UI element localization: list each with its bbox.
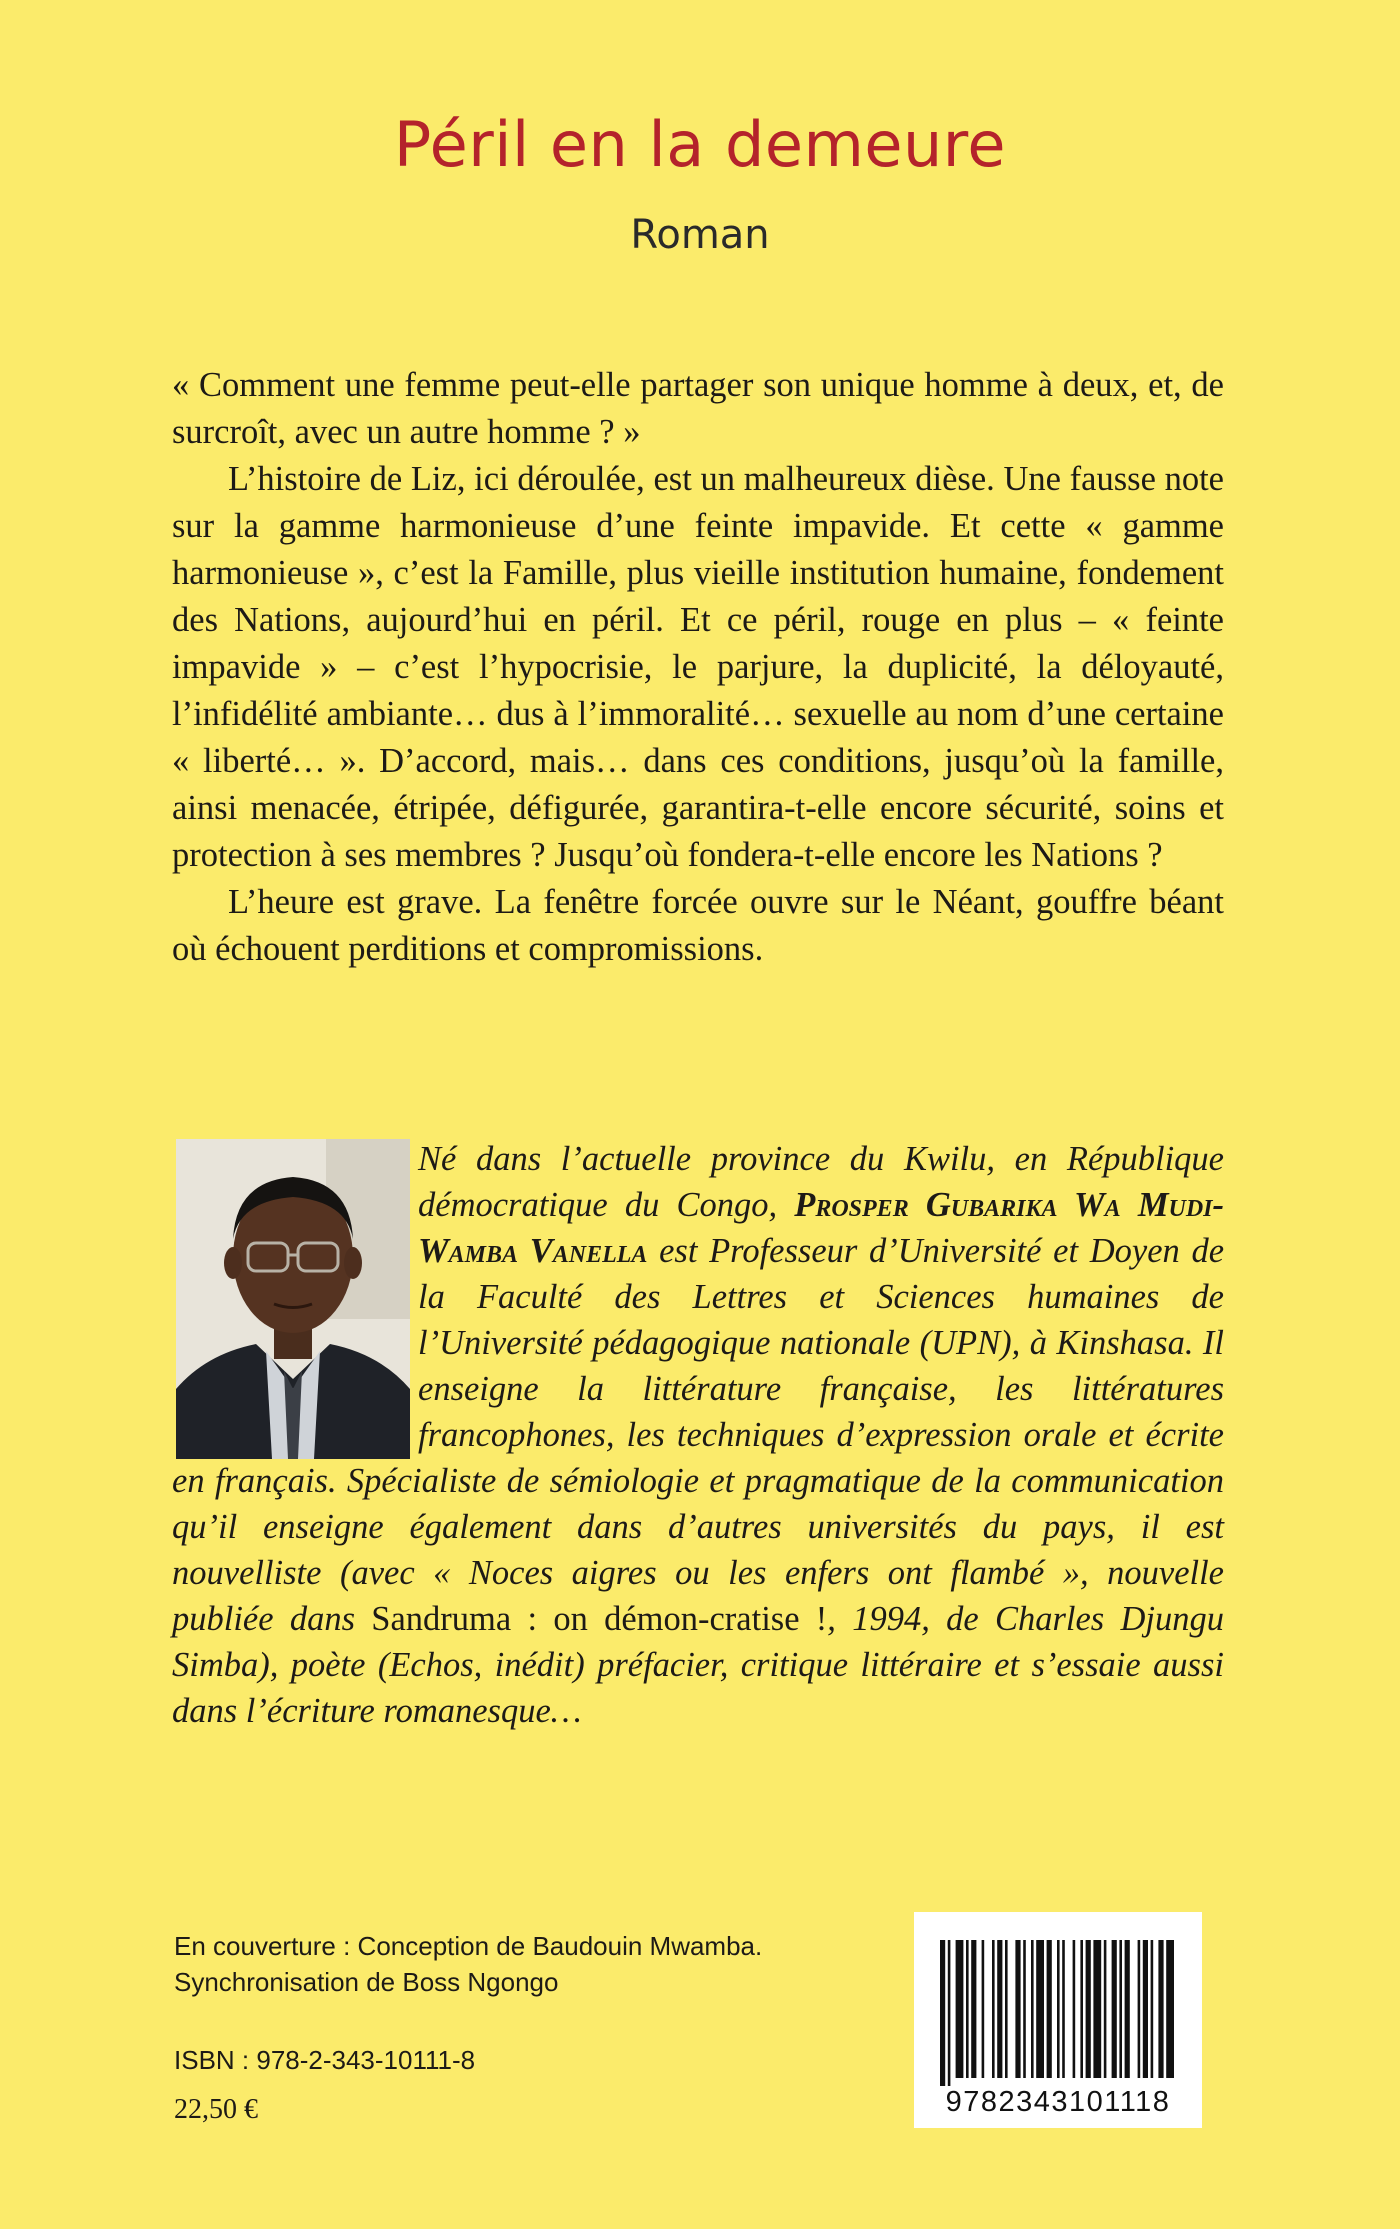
cover-credit-design: En couverture : Conception de Baudouin Mwamba. <box>174 1931 763 1961</box>
barcode-bar <box>1151 1940 1154 2078</box>
barcode <box>914 1912 1202 2128</box>
barcode-bar <box>948 1940 951 2086</box>
price: 22,50 € <box>174 2094 258 2125</box>
barcode-bar <box>997 1940 1002 2078</box>
barcode-bar <box>1047 1940 1052 2078</box>
barcode-bar <box>1015 1940 1020 2078</box>
barcode-bar <box>1031 1940 1034 2078</box>
barcode-bar <box>1036 1940 1044 2078</box>
barcode-digits: 9782343101118 <box>945 2086 1171 2118</box>
bio-intro: Né dans l’actuelle province du Kwilu, en République démocratique du Congo, <box>418 1140 1224 1224</box>
photo-spacer <box>172 1136 418 1458</box>
barcode-bar <box>992 1940 995 2078</box>
barcode-bar <box>1112 1940 1117 2078</box>
genre-label: Roman <box>630 212 770 258</box>
bio-career: est Professeur d’Université et Doyen de la Faculté des Lettres et Sciences humaines de l’Université pédagogique nationale (UPN), à Kinshasa. Il enseigne la littérature française, les littératures francophones, les techniques d’expression orale et écrite en français. Spécialiste de sémiologie et pragmatique de la communication qu’il enseigne également dans d’autres universités du pays, il est nouvelliste (avec « Noces aigres ou les enfers ont flambé », nouvelle publiée dans <box>172 1232 1225 1638</box>
cover-credits <box>174 1928 762 2000</box>
barcode-bar <box>1080 1940 1083 2078</box>
barcode-bar <box>1158 1940 1163 2078</box>
barcode-bar <box>1073 1940 1076 2078</box>
cover-credit-sync: Synchronisation de Boss Ngongo <box>174 1967 559 1997</box>
blurb-paragraph-2: L’histoire de Liz, ici déroulée, est un malheureux dièse. Une fausse note sur la gamme harmonieuse d’une feinte impavide. Et cette « gamme harmonieuse », c’est la Famille, plus vieille institution humaine, fondement des Nations, aujourd’hui en péril. Et ce péril, rouge en plus – « feinte impavide » – c’est l’hypocrisie, le parjure, la duplicité, la déloyauté, l’infidélité ambiante… dus à l’immoralité… sexuelle au nom d’une certaine « liberté… ». D’accord, mais… dans ces conditions, jusqu’où la famille, ainsi menacée, étripée, défigurée, garantira-t-elle encore sécurité, soins et protection à ses membres ? Jusqu’où fondera-t-elle encore les Nations ? <box>172 460 1224 874</box>
barcode-bar <box>956 1940 964 2078</box>
barcode-bar <box>1104 1940 1107 2078</box>
blurb-paragraph-3: L’heure est grave. La fenêtre forcée ouvre sur le Néant, gouffre béant où échouent perditions et compromissions. <box>172 883 1224 968</box>
barcode-bar <box>940 1940 945 2086</box>
barcode-bar <box>966 1940 969 2078</box>
blurb-paragraph-1: « Comment une femme peut-elle partager son unique homme à deux, et, de surcroît, avec un autre homme ? » <box>172 366 1224 451</box>
barcode-bar <box>1143 1940 1148 2078</box>
barcode-bar <box>1023 1940 1026 2078</box>
barcode-bar <box>1057 1940 1060 2078</box>
bio-book-reference: Sandruma : on démon-cratise ! <box>371 1600 828 1638</box>
barcode-bar <box>982 1940 985 2078</box>
barcode-bar <box>1005 1940 1008 2078</box>
book-title: Péril en la demeure <box>393 108 1007 181</box>
barcode-bar <box>1166 1940 1174 2078</box>
isbn: ISBN : 978-2-343-10111-8 <box>174 2045 476 2075</box>
author-name: Prosper Gubarika Wa Mudi-Wamba Vanella <box>418 1186 1224 1270</box>
barcode-bar <box>1138 1940 1141 2078</box>
barcode-bar <box>971 1940 976 2078</box>
blurb <box>172 362 1224 973</box>
barcode-bar <box>1062 1940 1065 2078</box>
barcode-bar <box>1086 1940 1091 2078</box>
bio-closing: , 1994, de Charles Djungu Simba), poète (Echos, inédit) préfacier, critique littéraire et s’essaie aussi dans l’écriture romanesque… <box>172 1600 1224 1730</box>
barcode-bar <box>1119 1940 1122 2078</box>
barcode-bar <box>1125 1940 1130 2078</box>
author-bio <box>172 1136 1224 1734</box>
barcode-bar <box>1093 1940 1101 2078</box>
